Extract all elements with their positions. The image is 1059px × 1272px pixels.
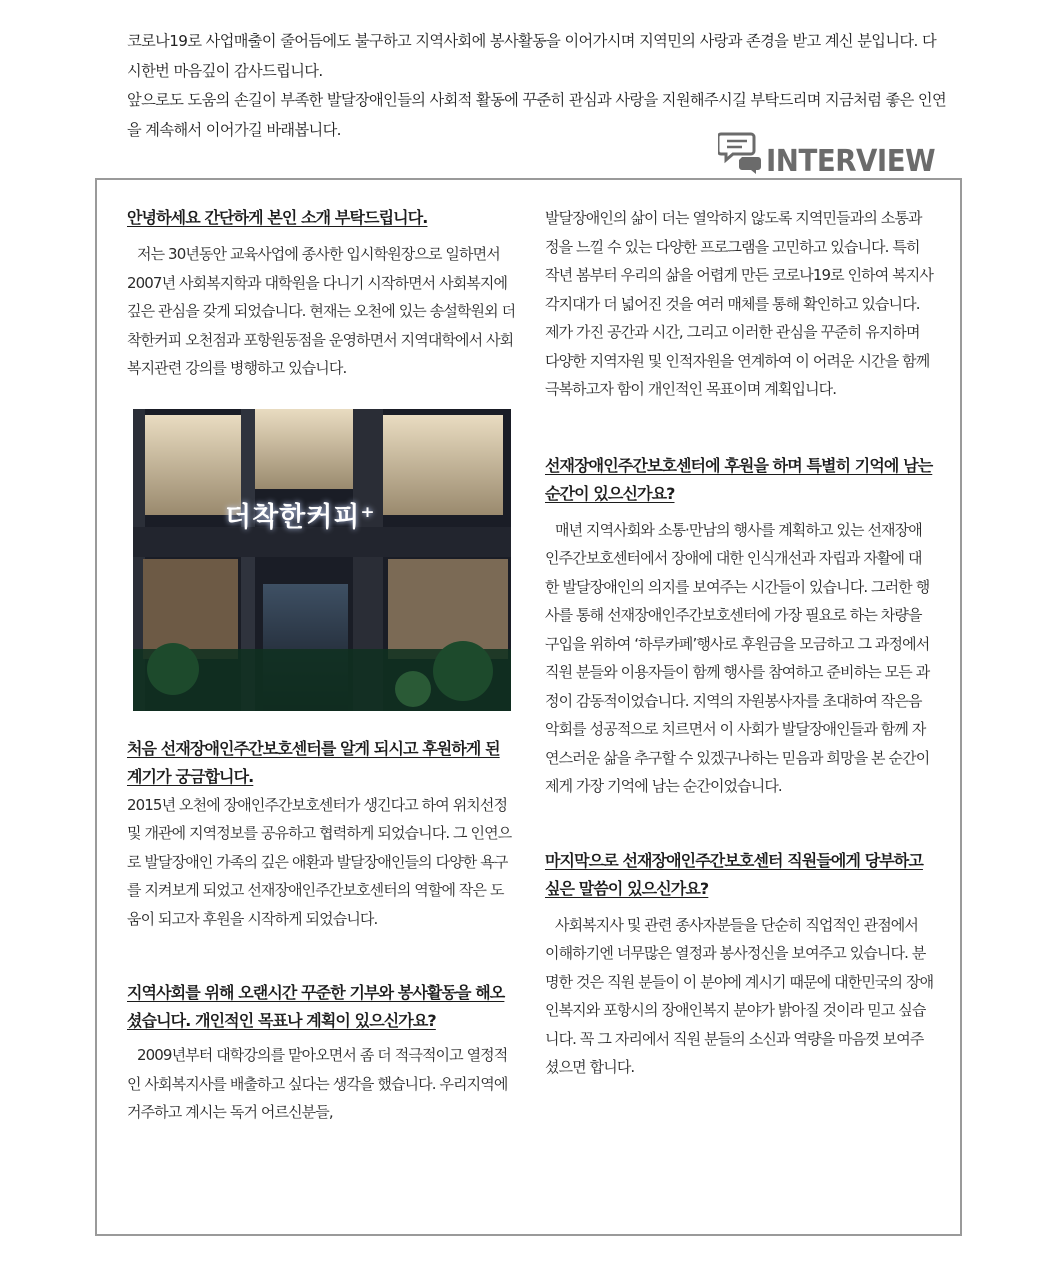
intro-paragraph-2: 앞으로도 도움의 손길이 부족한 발달장애인들의 사회적 활동에 꾸준히 관심과 사랑을 지원해주시길 부탁드리며 지금처럼 좋은 인연을 계속해서 이어가길 바래봅니다. xyxy=(127,91,947,139)
intro-paragraph-1: 코로나19로 사업매출이 줄어듬에도 불구하고 지역사회에 봉사활동을 이어가시며 지역민의 사랑과 존경을 받고 계신 분입니다. 다시한번 마음깊이 감사드립니다. xyxy=(127,32,937,80)
question-2: 처음 선재장애인주간보호센터를 알게 되시고 후원하게 된 계기가 궁금합니다. xyxy=(127,738,500,786)
question-4: 선재장애인주간보호센터에 후원을 하며 특별히 기억에 남는 순간이 있으신가요? xyxy=(545,455,933,503)
answer-5: 사회복지사 및 관련 종사자분들을 단순히 직업적인 관점에서 이해하기엔 너무많은 열정과 봉사정신을 보여주고 있습니다. 분명한 것은 직원 분들이 이 분야에 계시기 때문에 대한민국의 장애인복지와 포항시의 장애인복지 분야가 밝아질 것이라 믿고 싶습니다. 꼭 그 자리에서 직원 분들의 소신과 역량을 마음껏 보여주셨으면 합니다. xyxy=(545,915,934,1076)
left-column xyxy=(127,204,517,1127)
intro-text xyxy=(127,27,947,145)
answer-2: 2015년 오천에 장애인주간보호센터가 생긴다고 하여 위치선정 및 개관에 지역정보를 공유하고 협력하게 되었습니다. 그 인연으로 발달장애인 가족의 깊은 애환과 발달장애인들의 다양한 욕구를 지켜보게 되었고 선재장애인주간보호센터의 역할에 작은 도움이 되고자 후원을 시작하게 되었습니다. xyxy=(127,795,512,928)
question-3: 지역사회를 위해 오랜시간 꾸준한 기부와 봉사활동을 해오셨습니다. 개인적인 목표나 계획이 있으신가요? xyxy=(127,983,505,1030)
cafe-sign-text: 더착한커피⁺ xyxy=(225,501,376,533)
interview-title: INTERVIEW xyxy=(766,144,936,179)
answer-1: 저는 30년동안 교육사업에 종사한 입시학원장으로 일하면서 2007년 사회복지학과 대학원을 다니기 시작하면서 사회복지에 깊은 관심을 갖게 되었습니다. 현재는 오천에 있는 송설학원외 더착한커피 오천점과 포항원동점을 운영하면서 지역대학에서 사회복지관련 강의를 병행하고 있습니다. xyxy=(127,245,516,377)
cafe-storefront-image xyxy=(133,409,511,711)
cafe-photo xyxy=(133,409,511,711)
answer-3: 2009년부터 대학강의를 맡아오면서 좀 더 적극적이고 열정적인 사회복지사를 배출하고 싶다는 생각을 했습니다. 우리지역에 거주하고 계시는 독거 어르신분들, xyxy=(127,1046,508,1121)
speech-bubbles-icon xyxy=(718,130,764,174)
answer-4: 매년 지역사회와 소통·만남의 행사를 계획하고 있는 선재장애인주간보호센터에서 장애에 대한 인식개선과 자립과 자활에 대한 발달장애인의 의지를 보여주는 시간들이 있습니다. 그러한 행사를 통해 선재장애인주간보호센터에 가장 필요로 하는 차량을 구입을 위하여 ‘하루카페’행사로 후원금을 모금하고 그 과정에서 직원 분들와 이용자들이 함께 행사를 참여하고 준비하는 모든 과정이 감동적이었습니다. 지역의 자원봉사자를 초대하여 작은음악회를 성공적으로 치르면서 이 사회가 발달장애인들과 함께 자연스러운 삶을 추구할 수 있겠구나하는 믿음과 희망을 본 순간이 제게 가장 기억에 남는 순간이었습니다. xyxy=(545,520,930,795)
interview-header xyxy=(718,130,958,182)
right-column xyxy=(545,204,935,1082)
question-5: 마지막으로 선재장애인주간보호센터 직원들에게 당부하고 싶은 말씀이 있으신가요? xyxy=(545,850,923,898)
question-1: 안녕하세요 간단하게 본인 소개 부탁드립니다. xyxy=(127,208,428,227)
answer-3-continued: 발달장애인의 삶이 더는 열악하지 않도록 지역민들과의 소통과 정을 느낄 수 있는 다양한 프로그램을 고민하고 있습니다. 특히 작년 봄부터 우리의 삶을 어렵게 만든 코로나19로 인하여 복지사각지대가 더 넓어진 것을 여러 매체를 통해 확인하고 있습니다. 제가 가진 공간과 시간, 그리고 이러한 관심을 꾸준히 유지하며 다양한 지역자원 및 인적자원을 연계하여 이 어려운 시간을 함께 극복하고자 함이 개인적인 목표이며 계획입니다. xyxy=(545,209,933,398)
